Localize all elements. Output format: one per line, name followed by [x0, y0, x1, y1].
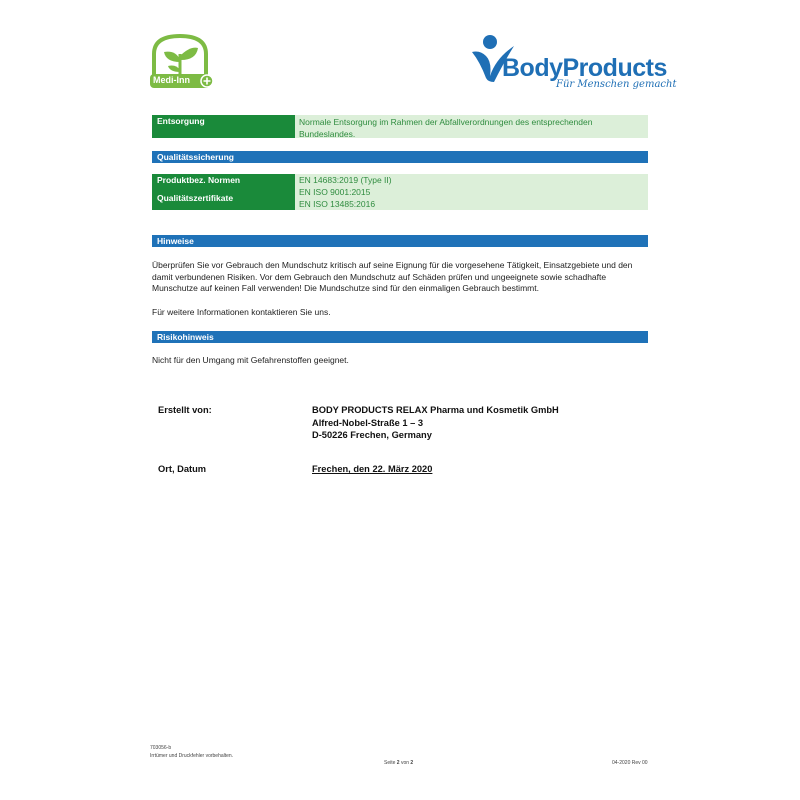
quality-row-label: Qualitätszertifikate [152, 186, 295, 210]
quality-row-value: EN 14683:2019 (Type II) [295, 174, 648, 186]
page-total: 2 [410, 760, 414, 766]
page-indicator [384, 760, 413, 766]
company-street: Alfred-Nobel-Straße 1 – 3 [312, 417, 424, 428]
disclaimer: Irrtümer und Druckfehler vorbehalten. [150, 753, 234, 759]
created-by-label: Erstellt von: [158, 405, 212, 415]
certificate-value: EN ISO 13485:2016 [299, 199, 376, 209]
certificate-value: EN ISO 9001:2015 [299, 187, 371, 197]
place-date-value: Frechen, den 22. März 2020 [312, 464, 433, 474]
notes-paragraph: Überprüfen Sie vor Gebrauch den Mundschutz kritisch auf seine Eignung für die vorgesehene Tätigkeit, Einsatzgebiete und den damit verbundenen Risiken. Vor dem Gebrauch den Mundschutz auf Schäden prüfen und ungeeignete sowie schadhafte Munschutze auf keinen Fall verwenden! Die Mundschutze sind für den einmaligen Gebrauch bestimmt. [152, 260, 633, 293]
body-products-tagline: Für Menschen gemacht [556, 79, 677, 90]
company-address [312, 404, 559, 442]
quality-row-label: Produktbez. Normen [152, 174, 295, 186]
company-city: D-50226 Frechen, Germany [312, 430, 432, 440]
medi-inn-logo [150, 32, 216, 92]
notes-header: Hinweise [152, 235, 648, 247]
revision: 04-2020 Rev 00 [612, 760, 648, 766]
medi-inn-logo-text: Medi-Inn [153, 75, 190, 85]
body-products-name: BodyProducts [502, 54, 667, 82]
doc-number: 703056-b [150, 745, 172, 751]
place-date-label: Ort, Datum [158, 464, 207, 474]
risk-text: Nicht für den Umgang mit Gefahrenstoffen geeignet. [152, 355, 349, 365]
page-prefix: Seite [384, 760, 396, 766]
disposal-text: Normale Entsorgung im Rahmen der Abfallverordnungen des entsprechenden Bundeslandes. [295, 115, 648, 138]
company-name: BODY PRODUCTS RELAX Pharma und Kosmetik GmbH [312, 405, 559, 415]
quality-header: Qualitätssicherung [152, 151, 648, 163]
page-current: 2 [396, 760, 400, 766]
quality-row-values [295, 186, 648, 210]
notes-contact: Für weitere Informationen kontaktieren Sie uns. [152, 307, 331, 317]
risk-header: Risikohinweis [152, 331, 648, 343]
disposal-label: Entsorgung [152, 115, 295, 138]
page-of: von [400, 760, 410, 766]
